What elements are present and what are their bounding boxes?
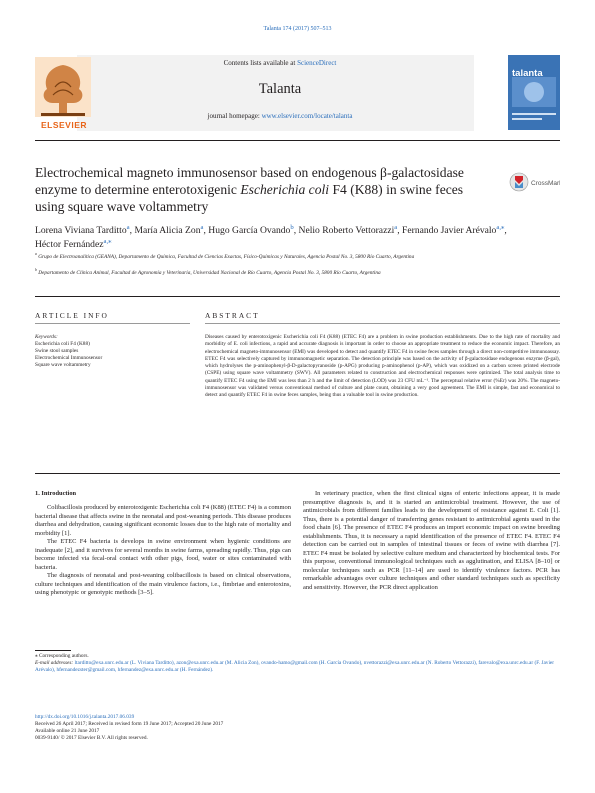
author-name[interactable]: Fernando Javier Arévalo xyxy=(402,225,497,236)
corresponding-note: ⁎ Corresponding authors. xyxy=(35,653,89,659)
crossmark-icon xyxy=(508,170,560,194)
issn-copyright: 0039-9140/ © 2017 Elsevier B.V. All rights reserved. xyxy=(35,735,148,741)
author-affiliation-marker[interactable]: b xyxy=(290,223,294,231)
author-separator: , xyxy=(129,225,135,236)
keyword: Square wave voltammetry xyxy=(35,362,91,368)
paragraph: Colibacillosis produced by enterotoxigenic Escherichia coli F4 (K88) (ETEC F4) is a common bacterial disease that affects swine in the neonatal and post-weaning periods. This disease produces diarrhea and dehydration, causing significant economic losses due to the high rate of mortality and morbidity [1]. xyxy=(35,504,291,537)
sciencedirect-link[interactable]: ScienceDirect xyxy=(297,59,337,67)
paragraph: The diagnosis of neonatal and post-weaning colibacillosis is based on clinical observations, culture techniques and identification of the main virulence factors, i.e., fimbriae and enterotoxins, using phenotypic or genotypic methods [3–5]. xyxy=(35,572,291,596)
title-italic: Escherichia coli xyxy=(240,182,330,197)
article-info-heading: ARTICLE INFO xyxy=(35,311,109,320)
homepage-link[interactable]: www.elsevier.com/locate/talanta xyxy=(261,112,353,120)
author-separator: , xyxy=(293,225,299,236)
author-separator: , xyxy=(203,225,209,236)
keywords-label: Keywords: xyxy=(35,334,58,340)
header-rule xyxy=(35,140,560,141)
affiliation-b xyxy=(35,270,515,277)
author-affiliation-marker[interactable]: a xyxy=(126,223,130,231)
author-separator: , xyxy=(504,225,507,236)
email-addresses[interactable]: ltarditto@exa.unrc.edu.ar (L. Viviana Tarditto), azon@exa.unrc.edu.ar (M. Alicia Zon), ovando-hamo@gmail.com (H. García Ovando), nvettorazzi@exa.unrc.edu.ar (N. Roberto Vettorazzi), farevalo@exa.unrc.edu.ar (F. Javier Arévalo), hfernandezster@gmail.com, hfernandez@exa.unrc.edu.ar (H. Fernández). xyxy=(35,660,555,673)
affiliation-a-marker: a xyxy=(35,252,37,257)
elsevier-tree-logo-icon xyxy=(35,57,91,129)
doi-link[interactable]: http://dx.doi.org/10.1016/j.talanta.2017.06.039 xyxy=(35,714,135,720)
author-affiliation-marker[interactable]: a xyxy=(200,223,204,231)
author-name[interactable]: Lorena Viviana Tarditto xyxy=(35,225,127,236)
paragraph: The ETEC F4 bacteria is develops in swine environment when hygienic conditions are inadequate [2], and it survives for several months in swine farms, spreading rapidly. Thus, pigs can become infected via fecal-oral contact with other pigs, food, water or sites contaminated with bacteria. xyxy=(35,538,291,571)
author-name[interactable]: María Alicia Zon xyxy=(134,225,201,236)
article-footer xyxy=(35,714,560,742)
abstract-heading: ABSTRACT xyxy=(205,311,260,320)
footnotes xyxy=(35,653,560,674)
crossmark-label: CrossMark xyxy=(531,180,560,187)
title-part-2: F4 (K88) in swine feces using square wave voltammetry xyxy=(35,182,464,214)
abstract-text: Diseases caused by enterotoxigenic Escherichia coli F4 (K88) (ETEC F4) are a problem in swine production establishments. Due to the high rate of mortality and morbidity of E. coli infections, a rapid and accurate diagnosis is important in order to choose an appropriate treatment to reduce the economic impact. Therefore, an electrochemical magneto-immunosensor (EMI) was developed to detect and quantify ETEC F4 in swine feces samples through a direct non-competitive immunoassay. ETEC F4 was selectively captured by immunomagnetic separation. The detection principle was based on the activity of β-galactosidase endogenous enzyme (β-gal), which hydrolyses the p-aminophenyl-β-D-galactopyranoside (p-APG) producing p-aminophenol (p-AP), which was oxidized on a carbon screen printed electrode (CSPE) using square wave voltammetry (SWV). All parameters related to construction and electrochemical responses were optimized. The total analysis time to quantify ETEC F4 using the EMI was less than 2 h and the limit of detection (LOD) was 23 CFU mL⁻¹. The perceptual relative error (%Er) was 20%. The magneto-immunosensor was validated versus conventional method of culture and plate count, obtaining a very good agreement. The EMI is simple, fast and economical to detect and quantify ETEC F4 in swine feces samples, being thus a valuable tool in swine production. xyxy=(205,334,560,398)
homepage-line xyxy=(140,112,420,120)
abstract-rule xyxy=(205,323,560,324)
email-label: E-mail addresses: xyxy=(35,660,74,666)
affiliation-a xyxy=(35,254,515,261)
author-separator: , xyxy=(397,225,403,236)
cover-title: talanta xyxy=(512,68,543,79)
author-list xyxy=(35,224,535,252)
article-title xyxy=(35,164,465,215)
email-note xyxy=(35,660,560,674)
homepage-prefix: journal homepage: xyxy=(207,112,262,120)
author-name[interactable]: Nelio Roberto Vettorazzi xyxy=(298,225,395,236)
journal-cover-thumbnail[interactable] xyxy=(508,55,560,130)
keyword: Electrochemical Immunosensor xyxy=(35,355,103,361)
author-affiliation-marker[interactable]: a xyxy=(394,223,398,231)
paragraph: In veterinary practice, when the first clinical signs of enteric infections appear, it is made presumptive diagnosis is, and it is started an antimicrobial treatment. However, the use of antimicrobials from different families leads to the development of resistance against E. Coli [1]. Thus, there is a potential danger of transferring genes resistant to antimicrobial agents used in the food chain [6]. The presence of ETEC F4 produces an import economic impact on swine breeding establishments. Thus, it is necessary a rapid identification of the presence of ETEC F4. ETEC F4 detection can be carried out in samples of intestinal tissues or feces of swine with diarrhea [7]. ETEC F4 must be isolated by selective culture medium and characterized by biochemical tests. For this purpose, conventional immunological techniques such as agglutination, and ELISA [8–10] or molecular techniques such as PCR [11–14] are used to identify virulence factors. PCR has remarkable advantages over culture techniques and other standard techniques such as specificity and sensitivity. However, the PCR direct application xyxy=(303,490,560,591)
contents-prefix: Contents lists available at xyxy=(223,59,298,67)
author-affiliation-marker[interactable]: a,⁎ xyxy=(103,237,112,245)
abstract-bottom-rule xyxy=(35,473,560,474)
title-part-1: Electrochemical magneto immunosensor based on endogenous β-galactosidase enzyme to determine enterotoxigenic xyxy=(35,165,464,197)
crossmark-badge[interactable] xyxy=(508,170,560,194)
keyword: Swine stool samples xyxy=(35,348,79,354)
affiliation-a-text: Grupo de Electroanalítica (GEANA), Departamento de Química, Facultad de Ciencias Exactas, Físico-Químicas y Naturales, Agencia Postal No. 3, 5800 Río Cuarto, Argentina xyxy=(38,254,415,260)
affiliation-b-text: Departamento de Clínica Animal, Facultad de Agronomía y Veterinaria, Universidad Nacional de Río Cuarto, Agencia Postal No. 3, 5800 Río Cuarto, Argentina xyxy=(38,270,381,276)
received-dates: Received 26 April 2017; Received in revised form 19 June 2017; Accepted 20 June 2017 xyxy=(35,721,224,727)
intro-column-right xyxy=(303,490,560,592)
elsevier-wordmark: ELSEVIER xyxy=(40,120,88,130)
intro-column-left xyxy=(35,504,291,598)
author-name[interactable]: Héctor Fernández xyxy=(35,239,104,250)
journal-name: Talanta xyxy=(258,81,302,97)
contents-line xyxy=(140,59,420,67)
info-top-rule xyxy=(35,296,560,297)
author-name[interactable]: Hugo García Ovando xyxy=(208,225,291,236)
footnote-rule xyxy=(35,650,71,651)
cover-art-icon xyxy=(508,55,560,130)
introduction-heading: 1. Introduction xyxy=(35,490,77,497)
article-info-rule xyxy=(35,323,190,324)
available-online: Available online 21 June 2017 xyxy=(35,728,100,734)
keyword: Escherichia coli F4 (K88) xyxy=(35,341,90,347)
author-affiliation-marker[interactable]: a,⁎ xyxy=(496,223,505,231)
journal-citation[interactable]: Talanta 174 (2017) 507–513 xyxy=(263,26,332,32)
affiliation-b-marker: b xyxy=(35,268,37,273)
